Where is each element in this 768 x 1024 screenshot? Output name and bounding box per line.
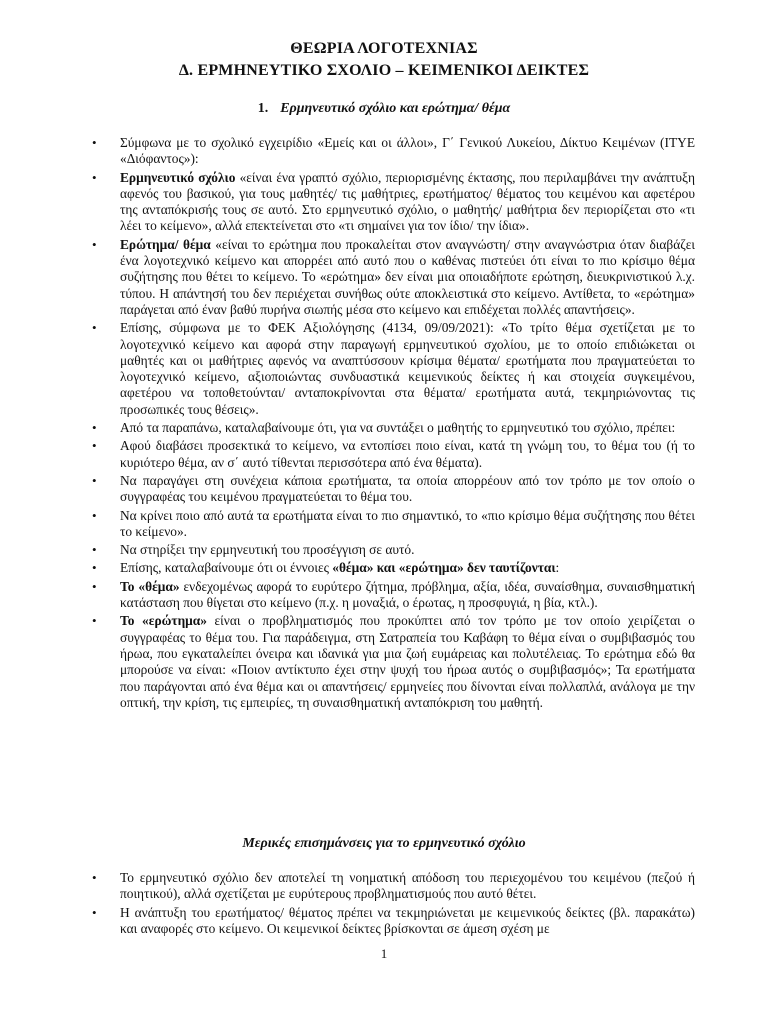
list-item-term: Το «ερώτημα» xyxy=(120,613,207,629)
page-number: 1 xyxy=(380,946,388,961)
list-item-text: Αφού διαβάσει προσεκτικά το κείμενο, να εντοπίσει ποιο είναι, κατά τη γνώμη του, το θέμα του (ή το κυριότερο θέμα, αν σ΄ αυτό τίθενται περισσότερα από ένα θέματα). xyxy=(120,438,695,470)
list-item-term: Ερώτημα/ θέμα xyxy=(120,236,211,252)
list-item-text: είναι ο προβληματισμός που προκύπτει από τον τρόπο με τον οποίο χειρίζεται ο συγγραφέας το θέμα του. Για παράδειγμα, στη Σατραπεία του Καβάφη το θέμα είναι ο συμβιβασμός του ήρωα, που εγκαταλείπει όνειρα και ιδανικά για μια ζωή ευμάρειας και πολυτέλειας. Το ερώτημα εδώ θα μπορούσε να είναι: «Ποιον αντίκτυπο έχει στην ψυχή του ήρωα αυτός ο συμβιβασμός»; Τα ερωτήματα που παράγονται από ένα θέμα και οι απαντήσεις/ ερμηνείες που δίνονται είναι πολλαπλά, ανάλογα με την οπτική, την κρίση, τις εμπειρίες, τη συναισθηματική ανταπόκριση του μαθητή. xyxy=(120,613,695,710)
list-item-text: Επίσης, σύμφωνα με το ΦΕΚ Αξιολόγησης (4134, 09/09/2021): «Το τρίτο θέμα σχετίζεται με το λογοτεχνικό κείμενο και αφορά στην παραγωγή ερμηνευτικού σχολίου, με το οποίο επιδιώκεται οι μαθητές και οι μαθήτριες αφενός να αναπτύσσουν κρίσιμα θέματα/ ερωτήματα που πραγματεύεται το λογοτεχνικό κείμενο, αξιοποιώντας συνδυαστικά κειμενικούς δείκτες ή και στοιχεία συγκειμένου, αφετέρου να τοποθετούνται/ ανταποκρίνονται στα θέματα/ ερωτήματα αυτά, τεκμηριώνοντας τις προσωπικές τους θέσεις». xyxy=(120,320,695,417)
list-item-text: Το ερμηνευτικό σχόλιο δεν αποτελεί τη νοηματική απόδοση του περιεχομένου του κειμένου (πεζού ή ποιητικού), αλλά σχετίζεται με ευρύτερους προβληματισμούς που αυτό θέτει. xyxy=(120,870,695,902)
list-item-text: Η ανάπτυξη του ερωτήματος/ θέματος πρέπει να τεκμηριώνεται με κειμενικούς δείκτες (βλ. παρακάτω) και αναφορές στο κείμενο. Οι κειμενικοί δείκτες βρίσκονται σε άμεση σχέση με xyxy=(120,904,695,936)
list-item-text: Να παραγάγει στη συνέχεια κάποια ερωτήματα, τα οποία απορρέουν από τον τρόπο με τον οποίο ο συγγραφέας του κειμένου πραγματεύεται το θέμα του. xyxy=(120,472,695,505)
section-1-number: 1. xyxy=(257,101,269,116)
document-subtitle: Δ. ΕΡΜΗΝΕΥΤΙΚΟ ΣΧΟΛΙΟ – ΚΕΙΜΕΝΙΚΟΙ ΔΕΙΚΤΕΣ xyxy=(178,62,590,79)
list-item-text: Από τα παραπάνω, καταλαβαίνουμε ότι, για να συντάξει ο μαθητής το ερμηνευτικό του σχόλιο, πρέπει: xyxy=(120,420,676,436)
list-item xyxy=(0,542,768,558)
list-item xyxy=(0,579,768,612)
list-item xyxy=(0,170,768,235)
list-item-text: Να κρίνει ποιο από αυτά τα ερωτήματα είναι το πιο σημαντικό, το «πιο κρίσιμο θέμα συζήτησης που θέτει το κείμενο». xyxy=(120,507,695,539)
list-item-text: Να στηρίξει την ερμηνευτική του προσέγγιση σε αυτό. xyxy=(120,542,415,558)
list-item-text: Σύμφωνα με το σχολικό εγχειρίδιο «Εμείς και οι άλλοι», Γ΄ Γενικού Λυκείου, Δίκτυο Κειμένων (ΙΤΥΕ «Διόφαντος»): xyxy=(120,135,695,167)
list-item-term: Το «θέμα» xyxy=(120,578,180,594)
list-item-text: : xyxy=(555,560,560,576)
list-item-term: Ερμηνευτικό σχόλιο xyxy=(120,169,236,185)
list-item xyxy=(0,320,768,418)
section-1-title: Ερμηνευτικό σχόλιο και ερώτημα/ θέμα xyxy=(280,101,511,116)
list-item-text: «είναι το ερώτημα που προκαλείται στον αναγνώστη/ στην αναγνώστρια όταν διαβάζει ένα λογοτεχνικό κείμενο και απορρέει από αυτό που ο καθένας πιστεύει ότι είναι το πιο κρίσιμο θέμα συζήτησης που θέτει το κείμενο. Το «ερώτημα» δεν είναι μια οποιαδήποτε ερώτηση, διευκρινιστικού λ.χ. τύπου. Η απάντησή του δεν περιέχεται συνήθως ούτε αποκλειστικά στο κείμενο. Αντίθετα, το «ερώτημα» παράγεται από έναν βαθύ πυρήνα σιωπής μέσα στο κείμενο και επιδέχεται πολλές απαντήσεις». xyxy=(120,236,695,317)
section-1-heading xyxy=(0,101,768,117)
list-item-text: ενδεχομένως αφορά το ευρύτερο ζήτημα, πρόβλημα, αξία, ιδέα, συναίσθημα, συναισθηματική κατάσταση που θίγεται στο κείμενο (π.χ. η μοναξιά, ο έρωτας, η προσφυγιά, η βία, κτλ.). xyxy=(120,578,695,611)
list-item-text: «είναι ένα γραπτό σχόλιο, περιορισμένης έκτασης, που περιλαμβάνει την ανάπτυξη αφενός του βασικού, για τους μαθητές/ τις μαθήτριες, ερωτήματος/ θέματος του κειμένου και αφετέρου της ανταπόκρισής τους σε αυτό. Στο ερμηνευτικό σχόλιο, ο μαθητής/ μαθήτρια δεν περιορίζεται στο «τι λέει το κείμενο», αλλά επεκτείνεται στο «τι σημαίνει για τον ίδιο/ την ίδια». xyxy=(120,169,695,234)
list-item xyxy=(0,135,768,168)
document-title: ΘΕΩΡΙΑ ΛΟΓΟΤΕΧΝΙΑΣ xyxy=(290,40,478,57)
list-item xyxy=(0,905,768,938)
list-item xyxy=(0,420,768,436)
section-1-bullet-list xyxy=(0,135,768,713)
list-item xyxy=(0,870,768,903)
section-2-bullet-list xyxy=(0,870,768,939)
list-item xyxy=(0,560,768,576)
list-item-text: Επίσης, καταλαβαίνουμε ότι οι έννοιες xyxy=(120,560,333,576)
list-item xyxy=(0,237,768,318)
list-item xyxy=(0,473,768,506)
list-item xyxy=(0,508,768,541)
list-item xyxy=(0,438,768,471)
section-2-heading: Μερικές επισημάνσεις για το ερμηνευτικό σχόλιο xyxy=(242,836,526,851)
list-item xyxy=(0,613,768,711)
list-item-emphasis: «θέμα» και «ερώτημα» δεν ταυτίζονται xyxy=(332,560,556,576)
